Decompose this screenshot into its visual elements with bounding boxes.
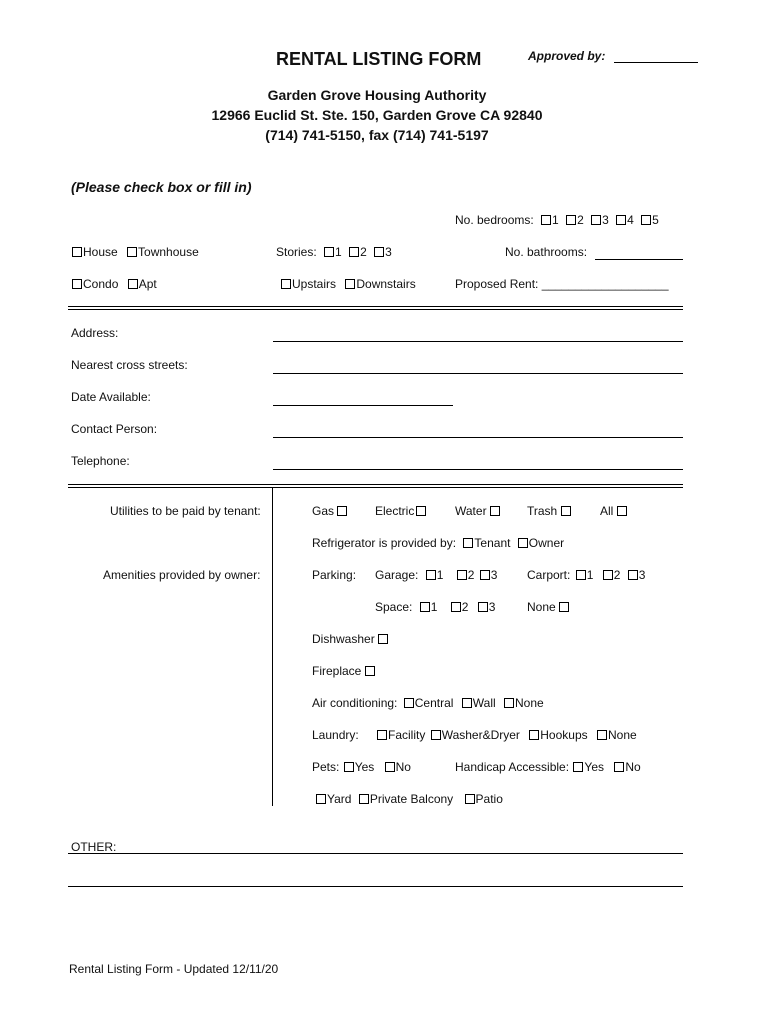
pets-no-checkbox[interactable] [385,762,395,772]
bedrooms-2-label: 2 [577,213,584,227]
handicap-yes-checkbox[interactable] [573,762,583,772]
downstairs-label: Downstairs [356,277,416,291]
yard-label: Yard [327,792,352,806]
fridge-tenant-checkbox[interactable] [463,538,473,548]
water-label: Water [455,504,487,518]
level-row [281,277,416,291]
dishwasher-label: Dishwasher [312,632,375,646]
org-phone: (714) 741-5150, fax (714) 741-5197 [265,127,489,143]
fireplace-checkbox[interactable] [365,666,375,676]
carport-2-checkbox[interactable] [603,570,613,580]
handicap-label: Handicap Accessible: [455,760,570,774]
type-row-2 [72,277,157,291]
amenities-label: Amenities provided by owner: [103,568,261,582]
carport-3-checkbox[interactable] [628,570,638,580]
air-wall-checkbox[interactable] [462,698,472,708]
gas-label: Gas [312,504,335,518]
laundry-label: Laundry: [312,728,359,742]
utility-gas [312,504,348,518]
laundry-hookups-label: Hookups [540,728,588,742]
space-label: Space: [375,600,413,614]
type-row-1 [72,245,199,259]
garage-row [375,568,497,582]
contact-person-field[interactable] [273,437,683,438]
bedrooms-4-label: 4 [627,213,634,227]
stories-1-label: 1 [335,245,342,259]
section-divider-1 [68,306,683,310]
house-checkbox[interactable] [72,247,82,257]
pets-label: Pets: [312,760,340,774]
stories-3-label: 3 [385,245,392,259]
garage-1-label: 1 [436,568,444,582]
column-divider [272,488,273,806]
bathrooms-field[interactable] [595,259,683,260]
bedrooms-2-checkbox[interactable] [566,215,576,225]
stories-3-checkbox[interactable] [374,247,384,257]
other-label: OTHER: [71,840,117,854]
bedrooms-label: No. bedrooms: [455,213,534,227]
refrigerator-row [312,536,564,550]
utility-trash [527,504,572,518]
bedrooms-3-label: 3 [602,213,609,227]
bedrooms-3-checkbox[interactable] [591,215,601,225]
condo-label: Condo [83,277,119,291]
approved-by-field[interactable] [614,62,698,63]
utility-electric [375,504,427,518]
handicap-no-label: No [625,760,641,774]
laundry-row [377,728,637,742]
cross-streets-field[interactable] [273,373,683,374]
fireplace-label: Fireplace [312,664,362,678]
townhouse-checkbox[interactable] [127,247,137,257]
dishwasher-checkbox[interactable] [378,634,388,644]
electric-label: Electric [375,504,415,518]
approved-by-label: Approved by: [528,49,606,63]
space-3-label: 3 [488,600,496,614]
parking-none-checkbox[interactable] [559,602,569,612]
pets-row [312,760,411,774]
space-1-label: 1 [430,600,438,614]
contact-person-label: Contact Person: [71,422,158,436]
apt-label: Apt [138,277,157,291]
pets-no-label: No [395,760,411,774]
upstairs-label: Upstairs [292,277,337,291]
air-none-checkbox[interactable] [504,698,514,708]
carport-3-label: 3 [638,568,646,582]
stories-1-checkbox[interactable] [324,247,334,257]
air-wall-label: Wall [472,696,496,710]
refrigerator-label: Refrigerator is provided by: [312,536,457,550]
downstairs-checkbox[interactable] [345,279,355,289]
parking-label: Parking: [312,568,357,582]
stories-row [276,245,392,259]
laundry-hookups-checkbox[interactable] [529,730,539,740]
date-available-field[interactable] [273,405,453,406]
utility-all [600,504,628,518]
fireplace-row [312,664,376,678]
patio-checkbox[interactable] [465,794,475,804]
stories-2-label: 2 [360,245,367,259]
house-label: House [83,245,118,259]
trash-label: Trash [527,504,558,518]
bathrooms-label: No. bathrooms: [505,245,588,259]
garage-2-checkbox[interactable] [457,570,467,580]
telephone-field[interactable] [273,469,683,470]
air-central-checkbox[interactable] [404,698,414,708]
carport-1-checkbox[interactable] [576,570,586,580]
stories-2-checkbox[interactable] [349,247,359,257]
fridge-owner-label: Owner [528,536,565,550]
carport-1-label: 1 [586,568,594,582]
garage-label: Garage: [375,568,419,582]
space-1-checkbox[interactable] [420,602,430,612]
cross-streets-label: Nearest cross streets: [71,358,188,372]
townhouse-label: Townhouse [138,245,199,259]
garage-2-label: 2 [467,568,475,582]
air-label: Air conditioning: [312,696,398,710]
carport-row [527,568,645,582]
yard-checkbox[interactable] [316,794,326,804]
laundry-none-label: None [607,728,637,742]
carport-label: Carport: [527,568,571,582]
other-field-line-1[interactable] [68,853,683,854]
handicap-no-checkbox[interactable] [614,762,624,772]
air-none-label: None [515,696,544,710]
air-row [312,696,544,710]
address-label: Address: [71,326,119,340]
proposed-rent-label[interactable]: Proposed Rent: ___________________ [455,277,669,291]
garage-3-checkbox[interactable] [480,570,490,580]
footer-text: Rental Listing Form - Updated 12/11/20 [69,962,279,976]
private-balcony-label: Private Balcony [369,792,454,806]
org-address: 12966 Euclid St. Ste. 150, Garden Grove CA 92840 [211,107,543,123]
bedrooms-1-checkbox[interactable] [541,215,551,225]
water-checkbox[interactable] [490,506,500,516]
utilities-label: Utilities to be paid by tenant: [110,504,261,518]
patio-label: Patio [475,792,503,806]
gas-checkbox[interactable] [337,506,347,516]
stories-label: Stories: [276,245,317,259]
org-name: Garden Grove Housing Authority [267,87,487,103]
handicap-yes-label: Yes [584,760,604,774]
fridge-tenant-label: Tenant [474,536,511,550]
handicap-row [455,760,641,774]
fridge-owner-checkbox[interactable] [518,538,528,548]
telephone-label: Telephone: [71,454,130,468]
pets-yes-label: Yes [354,760,375,774]
laundry-none-checkbox[interactable] [597,730,607,740]
form-title: RENTAL LISTING FORM [276,49,482,69]
space-3-checkbox[interactable] [478,602,488,612]
parking-none [527,600,570,614]
bedrooms-row [455,213,659,227]
all-label: All [600,504,614,518]
all-checkbox[interactable] [617,506,627,516]
other-field-line-2[interactable] [68,886,683,887]
section-divider-2 [68,484,683,488]
upstairs-checkbox[interactable] [281,279,291,289]
bedrooms-5-label: 5 [652,213,659,227]
apt-checkbox[interactable] [128,279,138,289]
private-balcony-checkbox[interactable] [359,794,369,804]
carport-2-label: 2 [613,568,621,582]
electric-checkbox[interactable] [416,506,426,516]
laundry-washer-dryer-checkbox[interactable] [431,730,441,740]
trash-checkbox[interactable] [561,506,571,516]
space-row [375,600,495,614]
address-field[interactable] [273,341,683,342]
laundry-facility-checkbox[interactable] [377,730,387,740]
space-2-label: 2 [461,600,469,614]
garage-3-label: 3 [490,568,498,582]
date-available-label: Date Available: [71,390,151,404]
laundry-washer-dryer-label: Washer&Dryer [441,728,520,742]
parking-none-label: None [527,600,556,614]
space-2-checkbox[interactable] [451,602,461,612]
bedrooms-5-checkbox[interactable] [641,215,651,225]
bedrooms-1-label: 1 [552,213,559,227]
laundry-facility-label: Facility [388,728,426,742]
garage-1-checkbox[interactable] [426,570,436,580]
bedrooms-4-checkbox[interactable] [616,215,626,225]
utility-water [455,504,501,518]
pets-yes-checkbox[interactable] [344,762,354,772]
instructions: (Please check box or fill in) [71,179,252,195]
dishwasher-row [312,632,389,646]
outdoor-row [316,792,503,806]
condo-checkbox[interactable] [72,279,82,289]
air-central-label: Central [414,696,454,710]
